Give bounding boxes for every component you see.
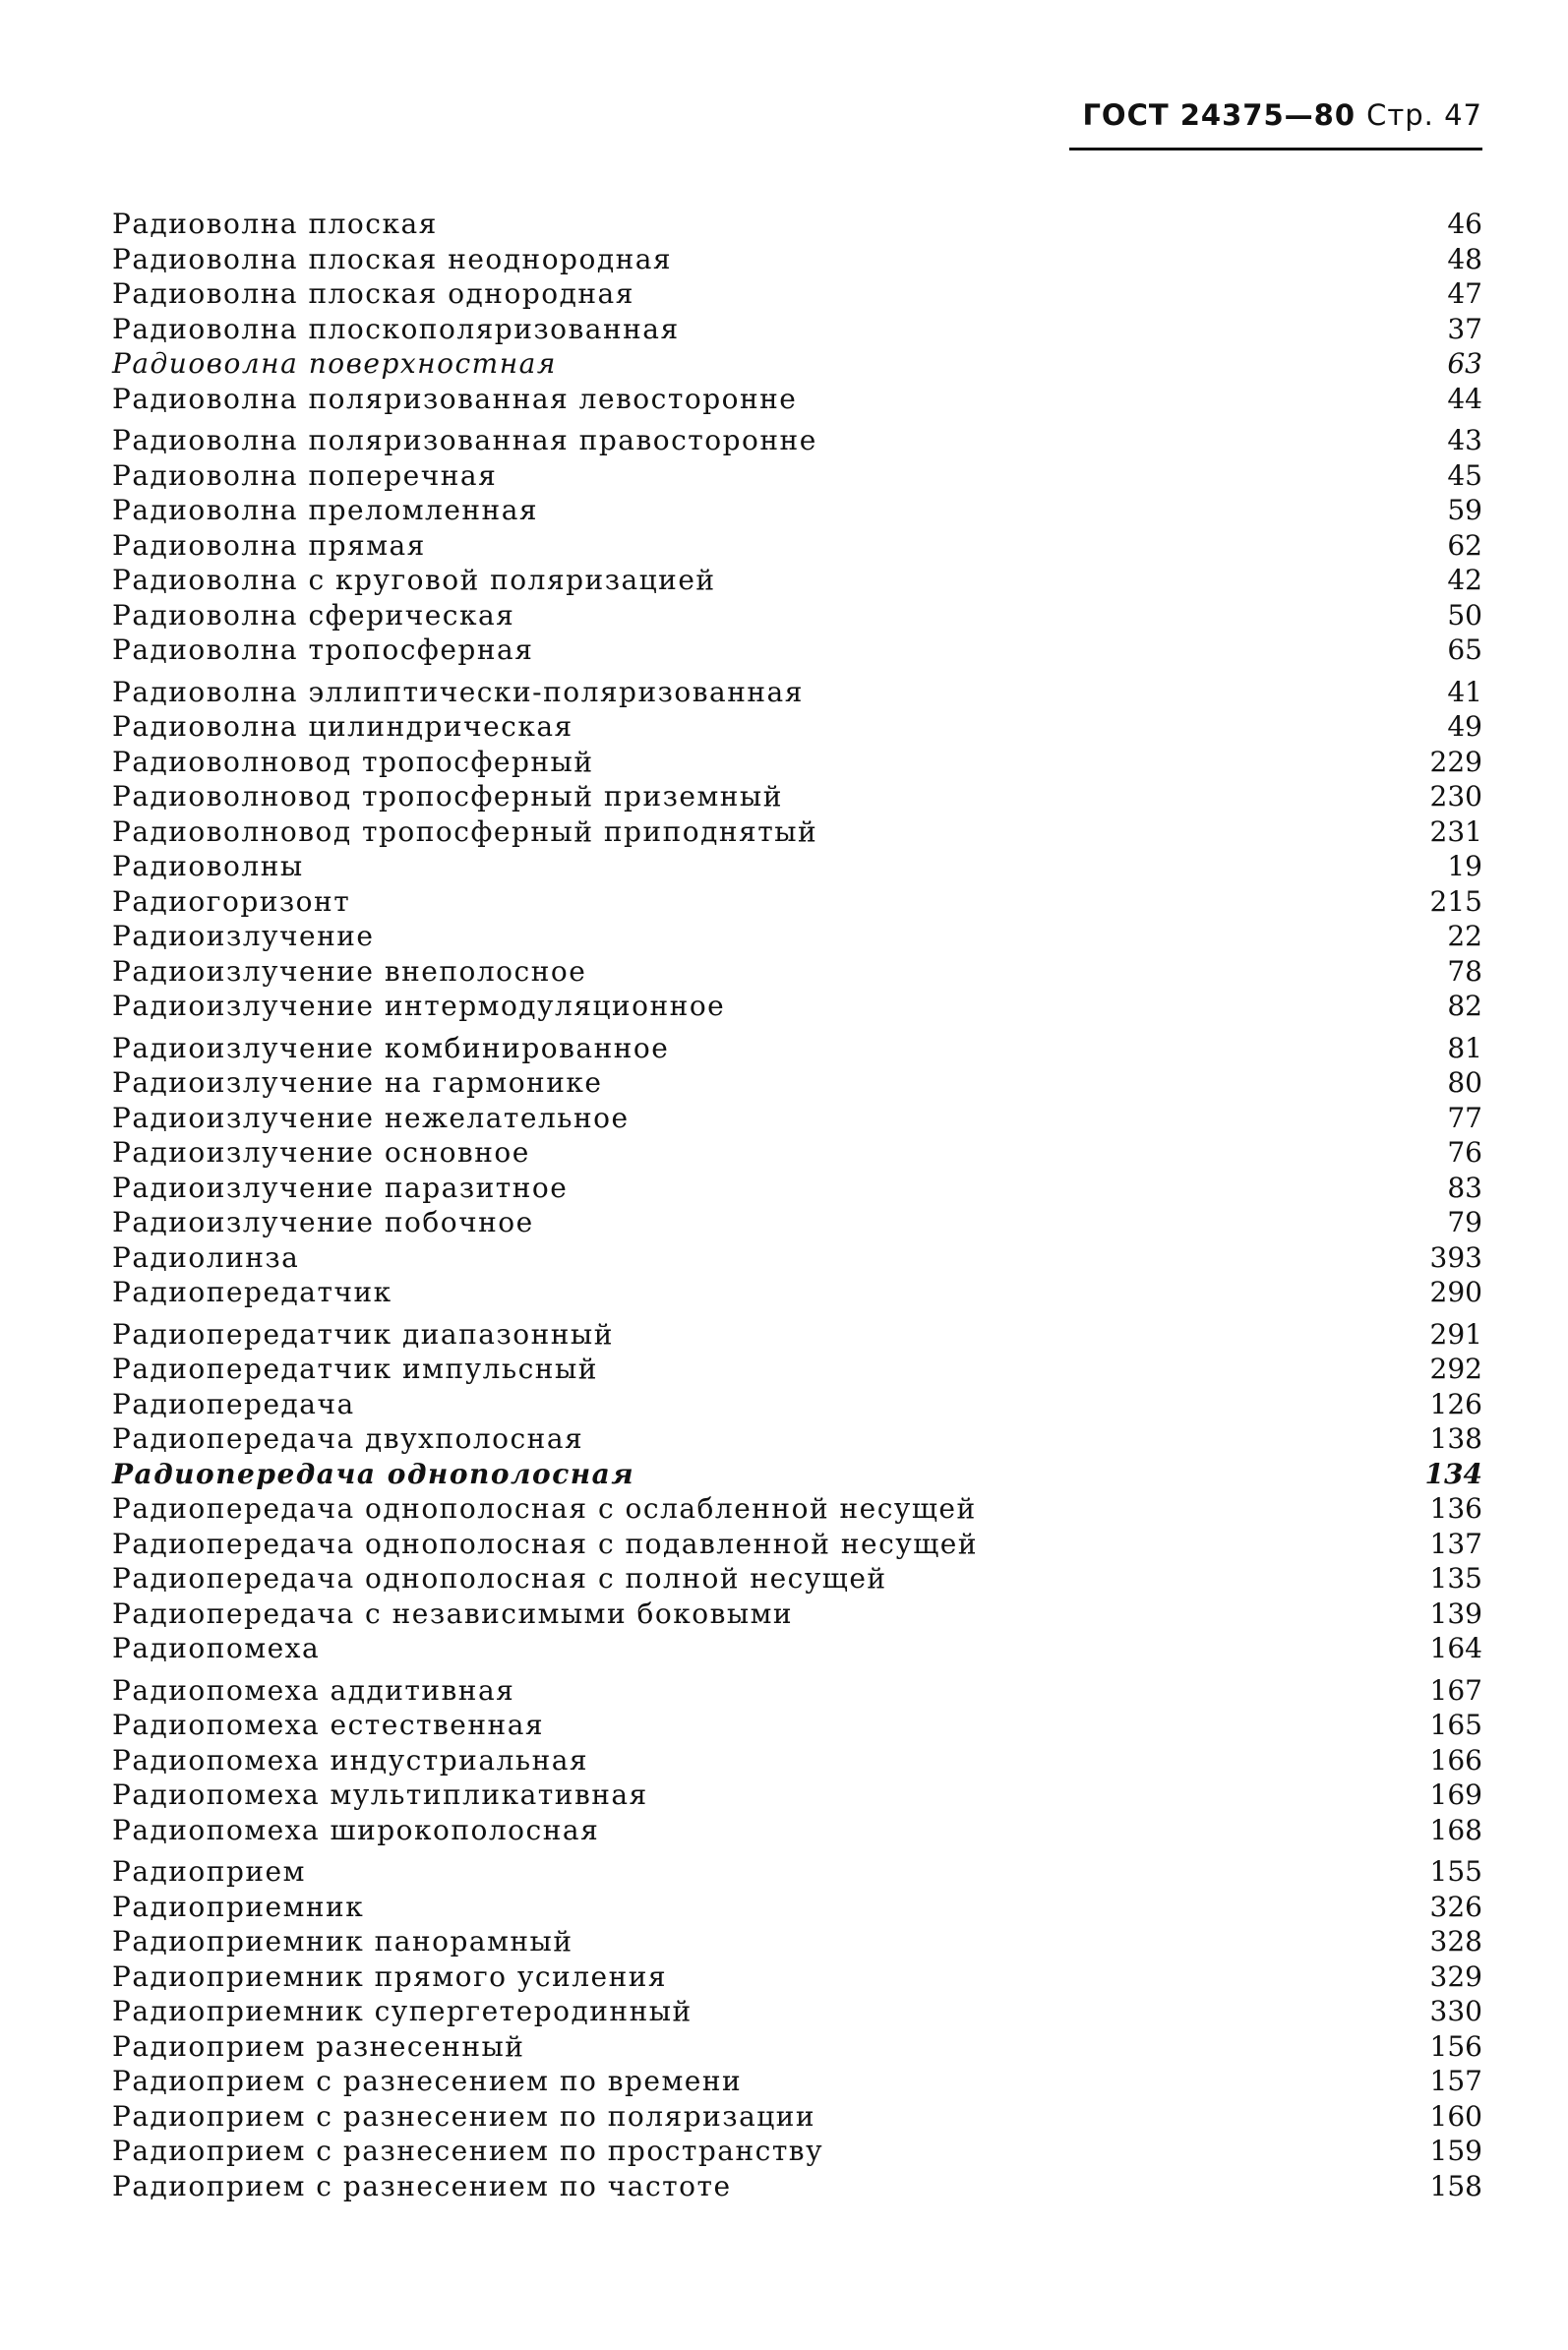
entry-page: 291 <box>1429 1317 1482 1351</box>
entry-page: 49 <box>1447 710 1482 743</box>
entry-term: Радиоволна прямая <box>112 528 426 562</box>
index-entry <box>112 1317 1482 1353</box>
entry-term: Радиоизлучение внеполосное <box>112 954 587 988</box>
index-entry <box>112 2134 1482 2169</box>
entry-page: 44 <box>1447 382 1482 415</box>
index-entry <box>112 1924 1482 1959</box>
entry-term: Радиопередача однополосная с подавленной несущей <box>112 1527 978 1560</box>
entry-term: Радиопередача однополосная с ослабленной несущей <box>112 1492 977 1525</box>
entry-page: 135 <box>1429 1562 1482 1595</box>
index-entry <box>112 1275 1482 1310</box>
entry-term: Радиопередача двухполосная <box>112 1422 584 1455</box>
index-entry <box>112 276 1482 312</box>
entry-term: Радиопомеха <box>112 1632 321 1664</box>
index-entry <box>112 1890 1482 1925</box>
entry-page: 159 <box>1429 2135 1482 2167</box>
entry-page: 229 <box>1429 745 1482 778</box>
entry-page: 169 <box>1429 1778 1482 1811</box>
entry-page: 19 <box>1447 850 1482 882</box>
header-divider <box>1069 148 1482 151</box>
entry-page: 79 <box>1447 1206 1482 1238</box>
entry-page: 166 <box>1429 1743 1482 1777</box>
index-entry <box>112 1387 1482 1422</box>
index-entry <box>112 458 1482 494</box>
entry-term: Радиоволна плоская однородная <box>112 277 634 310</box>
index-entry <box>112 1421 1482 1457</box>
index-entry <box>112 207 1482 242</box>
page-header <box>1069 98 1482 132</box>
index-entry <box>112 779 1482 814</box>
index-entry <box>112 709 1482 745</box>
entry-term: Радиоволна тропосферная <box>112 633 534 666</box>
entry-term: Радиоприемник супергетеродинный <box>112 1995 693 2027</box>
index-entry <box>112 2064 1482 2099</box>
entry-page: 83 <box>1447 1171 1482 1204</box>
entry-page: 165 <box>1429 1709 1482 1741</box>
entry-page: 80 <box>1447 1066 1482 1099</box>
entry-page: 164 <box>1429 1632 1482 1664</box>
entry-page: 134 <box>1424 1457 1482 1490</box>
entry-term: Радиоволны <box>112 850 304 882</box>
index-entry <box>112 814 1482 850</box>
entry-page: 155 <box>1429 1855 1482 1888</box>
entry-page: 82 <box>1447 990 1482 1022</box>
entry-page: 136 <box>1429 1492 1482 1525</box>
entry-term: Радиопередатчик диапазонный <box>112 1317 614 1351</box>
entry-page: 42 <box>1447 564 1482 596</box>
entry-term: Радиоизлучение побочное <box>112 1206 534 1238</box>
entry-term: Радиоволна поляризованная левосторонне <box>112 382 798 415</box>
index-entry <box>112 1065 1482 1101</box>
entry-term: Радиоизлучение на гармонике <box>112 1066 603 1099</box>
entry-page: 138 <box>1429 1422 1482 1455</box>
entry-page: 231 <box>1429 814 1482 848</box>
index-entry <box>112 1101 1482 1136</box>
index-entry <box>112 1813 1482 1848</box>
entry-page: 167 <box>1429 1673 1482 1707</box>
entry-page: 329 <box>1429 1959 1482 1993</box>
index-entry <box>112 1631 1482 1666</box>
entry-term: Радиоволновод тропосферный <box>112 745 594 778</box>
entry-page: 59 <box>1447 494 1482 526</box>
entry-page: 157 <box>1429 2065 1482 2097</box>
entry-term: Радиоизлучение <box>112 920 375 952</box>
entry-term: Радиоприем с разнесением по пространству <box>112 2135 824 2167</box>
entry-term: Радиопомеха аддитивная <box>112 1673 515 1707</box>
entry-page: 47 <box>1447 277 1482 310</box>
entry-term: Радиоволна преломленная <box>112 494 539 526</box>
index-entry <box>112 633 1482 668</box>
entry-term: Радиопомеха индустриальная <box>112 1743 589 1777</box>
entry-term: Радиоволна с круговой поляризацией <box>112 564 716 596</box>
entry-term: Радиоприем с разнесением по частоте <box>112 2169 732 2202</box>
index-entry <box>112 1135 1482 1171</box>
entry-page: 62 <box>1447 528 1482 562</box>
entry-term: Радиопередача <box>112 1387 355 1420</box>
index-entry <box>112 346 1482 382</box>
index-entry <box>112 1597 1482 1632</box>
index-entry <box>112 493 1482 528</box>
entry-term: Радиоволновод тропосферный приподнятый <box>112 814 818 848</box>
entry-term: Радиоприем разнесенный <box>112 2029 525 2063</box>
index-entry <box>112 1240 1482 1276</box>
entry-term: Радиоизлучение комбинированное <box>112 1031 670 1064</box>
entry-term: Радиопередача однополосная с полной несущей <box>112 1562 887 1595</box>
entry-term: Радиопередатчик <box>112 1276 392 1308</box>
entry-term: Радиогоризонт <box>112 884 351 918</box>
index-entry <box>112 2029 1482 2065</box>
entry-page: 160 <box>1429 2099 1482 2133</box>
entry-page: 230 <box>1429 780 1482 813</box>
entry-page: 22 <box>1447 920 1482 952</box>
entry-term: Радиоволна поверхностная <box>112 347 557 380</box>
entry-term: Радиоприемник прямого усиления <box>112 1959 668 1993</box>
index-entry <box>112 1457 1482 1492</box>
entry-page: 78 <box>1447 954 1482 988</box>
entry-page: 43 <box>1447 424 1482 456</box>
entry-page: 156 <box>1429 2029 1482 2063</box>
entry-page: 328 <box>1429 1925 1482 1958</box>
entry-page: 330 <box>1429 1995 1482 2027</box>
entry-term: Радиоприем с разнесением по времени <box>112 2065 743 2097</box>
entry-term: Радиоизлучение паразитное <box>112 1171 569 1204</box>
index-entry <box>112 989 1482 1024</box>
index-entry <box>112 1491 1482 1527</box>
standard-number: ГОСТ 24375—80 <box>1082 98 1356 132</box>
index-entry <box>112 1708 1482 1743</box>
index-entry <box>112 563 1482 598</box>
index-entry <box>112 849 1482 884</box>
entry-page: 292 <box>1429 1353 1482 1385</box>
entry-page: 37 <box>1447 312 1482 345</box>
index-entry <box>112 242 1482 277</box>
entry-term: Радиопередача однополосная <box>112 1457 635 1490</box>
index-entry <box>112 1994 1482 2029</box>
entry-term: Радиоволновод тропосферный приземный <box>112 780 783 813</box>
entry-page: 168 <box>1429 1813 1482 1846</box>
entry-page: 326 <box>1429 1890 1482 1923</box>
index-entry <box>112 1527 1482 1562</box>
entry-term: Радиоволна эллиптически-поляризованная <box>112 675 804 708</box>
entry-term: Радиоволна плоская неоднородная <box>112 242 673 275</box>
term-index-list <box>112 207 1482 2203</box>
entry-page: 41 <box>1447 675 1482 708</box>
entry-page: 63 <box>1447 347 1482 380</box>
index-entry <box>112 884 1482 920</box>
entry-page: 139 <box>1429 1597 1482 1630</box>
index-entry <box>112 1205 1482 1240</box>
index-entry <box>112 1171 1482 1206</box>
index-entry <box>112 1778 1482 1813</box>
index-entry <box>112 1031 1482 1066</box>
entry-page: 126 <box>1429 1387 1482 1420</box>
index-entry <box>112 1561 1482 1597</box>
entry-term: Радиоизлучение нежелательное <box>112 1101 630 1134</box>
entry-term: Радиоприемник панорамный <box>112 1925 573 1958</box>
entry-term: Радиоприемник <box>112 1890 365 1923</box>
entry-page: 48 <box>1447 242 1482 275</box>
entry-term: Радиоволна поперечная <box>112 458 498 492</box>
entry-term: Радиопомеха естественная <box>112 1709 545 1741</box>
index-entry <box>112 745 1482 780</box>
entry-term: Радиоизлучение интермодуляционное <box>112 990 726 1022</box>
entry-term: Радиопомеха мультипликативная <box>112 1778 648 1811</box>
index-entry <box>112 312 1482 347</box>
entry-term: Радиоволна поляризованная правосторонне <box>112 424 817 456</box>
entry-term: Радиоволна цилиндрическая <box>112 710 573 743</box>
entry-page: 50 <box>1447 598 1482 632</box>
index-entry <box>112 2099 1482 2135</box>
entry-term: Радиоприем <box>112 1855 306 1888</box>
index-entry <box>112 598 1482 633</box>
entry-page: 76 <box>1447 1136 1482 1169</box>
entry-page: 65 <box>1447 633 1482 666</box>
index-entry <box>112 919 1482 954</box>
entry-term: Радиоволна плоскополяризованная <box>112 312 680 345</box>
index-entry <box>112 382 1482 417</box>
index-entry <box>112 528 1482 564</box>
index-entry <box>112 1352 1482 1387</box>
entry-page: 393 <box>1429 1240 1482 1274</box>
index-entry <box>112 423 1482 458</box>
entry-page: 215 <box>1429 884 1482 918</box>
index-entry <box>112 1959 1482 1995</box>
index-entry <box>112 675 1482 710</box>
entry-term: Радиоволна плоская <box>112 208 438 240</box>
entry-term: Радиолинза <box>112 1240 300 1274</box>
entry-term: Радиоизлучение основное <box>112 1136 530 1169</box>
index-entry <box>112 954 1482 990</box>
entry-page: 158 <box>1429 2169 1482 2202</box>
entry-term: Радиопомеха широкополосная <box>112 1813 600 1846</box>
index-entry <box>112 2169 1482 2204</box>
entry-page: 46 <box>1447 208 1482 240</box>
entry-page: 77 <box>1447 1101 1482 1134</box>
entry-term: Радиопередатчик импульсный <box>112 1353 598 1385</box>
index-entry <box>112 1743 1482 1778</box>
entry-page: 81 <box>1447 1031 1482 1064</box>
entry-term: Радиоволна сферическая <box>112 598 515 632</box>
entry-term: Радиопередача с независимыми боковыми <box>112 1597 794 1630</box>
entry-page: 45 <box>1447 458 1482 492</box>
entry-term: Радиоприем с разнесением по поляризации <box>112 2099 816 2133</box>
page-number: Стр. 47 <box>1366 98 1482 132</box>
index-entry <box>112 1854 1482 1890</box>
index-entry <box>112 1673 1482 1709</box>
entry-page: 137 <box>1429 1527 1482 1560</box>
entry-page: 290 <box>1429 1276 1482 1308</box>
